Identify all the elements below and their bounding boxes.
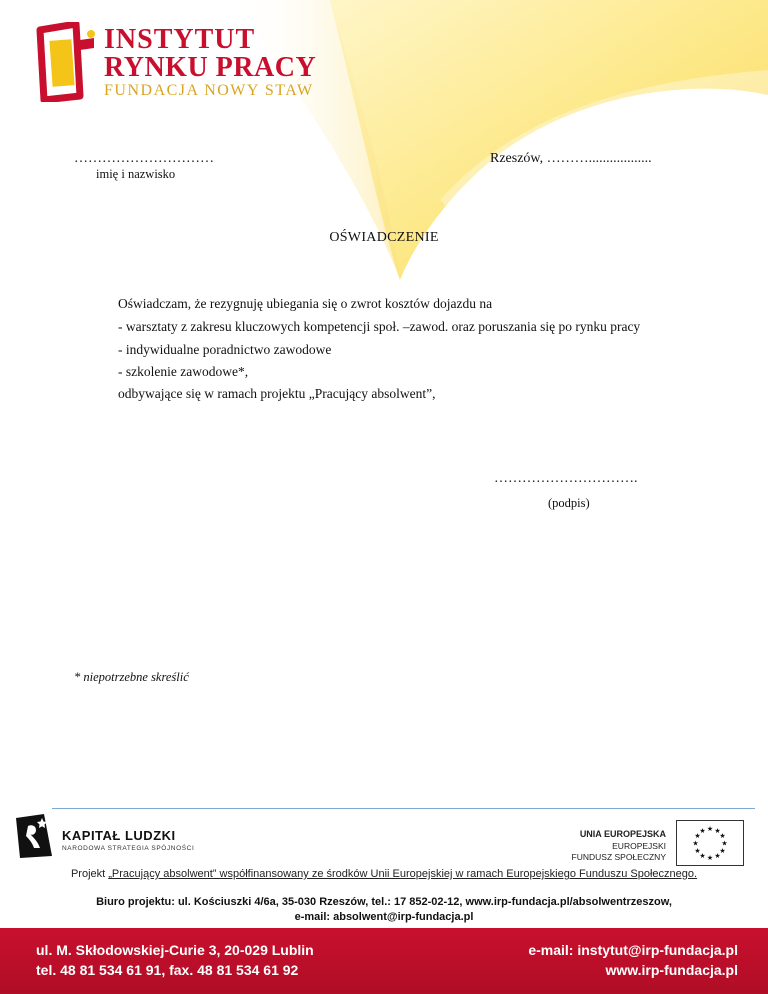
office-email: e-mail: absolwent@irp-fundacja.pl <box>294 911 474 923</box>
kapital-ludzki-logo-icon <box>14 812 54 860</box>
office-address: Biuro projektu: ul. Kościuszki 4/6a, 35-030 Rzeszów, tel.: 17 852-02-12, www.irp-fundacja.pl/absolwentrzeszow, <box>96 896 672 908</box>
name-label: imię i nazwisko <box>96 167 176 181</box>
band-address: ul. M. Skłodowskiej-Curie 3, 20-029 Lublin <box>36 942 314 958</box>
project-funding-note <box>0 868 768 880</box>
svg-text:★: ★ <box>699 827 706 835</box>
svg-text:★: ★ <box>706 825 714 833</box>
svg-text:★: ★ <box>719 832 726 840</box>
eu-line2: EUROPEJSKI <box>612 841 666 851</box>
svg-text:★: ★ <box>694 847 701 855</box>
svg-text:★: ★ <box>719 847 726 855</box>
statement-line: odbywające się w ramach projektu „Pracujący absolwent”, <box>118 386 436 401</box>
statement-line: - szkolenie zawodowe*, <box>118 364 249 379</box>
svg-text:★: ★ <box>706 854 714 862</box>
kapital-ludzki-subtitle: NARODOWA STRATEGIA SPÓJNOŚCI <box>62 845 195 852</box>
svg-text:★: ★ <box>714 852 721 860</box>
project-prefix: Projekt <box>70 868 109 880</box>
instytut-logo-icon <box>36 22 98 102</box>
svg-text:★: ★ <box>714 827 721 835</box>
statement-line: Oświadczam, że rezygnuję ubiegania się o zwrot kosztów dojazdu na <box>118 296 493 311</box>
kapital-ludzki-title: KAPITAŁ LUDZKI <box>62 828 176 843</box>
band-email: e-mail: instytut@irp-fundacja.pl <box>528 942 738 958</box>
eu-title: UNIA EUROPEJSKA <box>579 829 666 839</box>
logo-title-line2: RYNKU PRACY <box>104 52 317 83</box>
eu-line3: FUNDUSZ SPOŁECZNY <box>571 852 666 862</box>
footnote: * niepotrzebne skreślić <box>74 670 189 684</box>
logo-subtitle: FUNDACJA NOWY STAW <box>104 82 314 99</box>
statement-line: - indywidualne poradnictwo zawodowe <box>118 342 332 357</box>
band-phone: tel. 48 81 534 61 91, fax. 48 81 534 61 92 <box>36 962 299 978</box>
svg-text:★: ★ <box>699 852 706 860</box>
name-dots: ………………………… <box>74 151 214 166</box>
document-title: OŚWIADCZENIE <box>329 230 439 245</box>
svg-text:★: ★ <box>692 839 699 848</box>
project-text: „Pracujący absolwent” współfinansowany ze środków Unii Europejskiej w ramach Europejskiego Funduszu Społecznego. <box>108 868 698 880</box>
footer-divider <box>52 808 755 809</box>
svg-text:★: ★ <box>721 839 728 848</box>
place-date: Rzeszów, ……….................. <box>490 151 652 166</box>
svg-text:★: ★ <box>694 832 701 840</box>
signature-dots: …………………………. <box>494 471 638 486</box>
statement-line: - warsztaty z zakresu kluczowych kompetencji społ. –zawod. oraz poruszania się po rynku pracy <box>118 319 641 334</box>
band-website: www.irp-fundacja.pl <box>605 962 738 978</box>
signature-label: (podpis) <box>548 496 590 510</box>
logo-title-line1: INSTYTUT <box>104 24 256 55</box>
eu-flag-icon <box>676 820 744 866</box>
contact-band <box>0 928 768 994</box>
